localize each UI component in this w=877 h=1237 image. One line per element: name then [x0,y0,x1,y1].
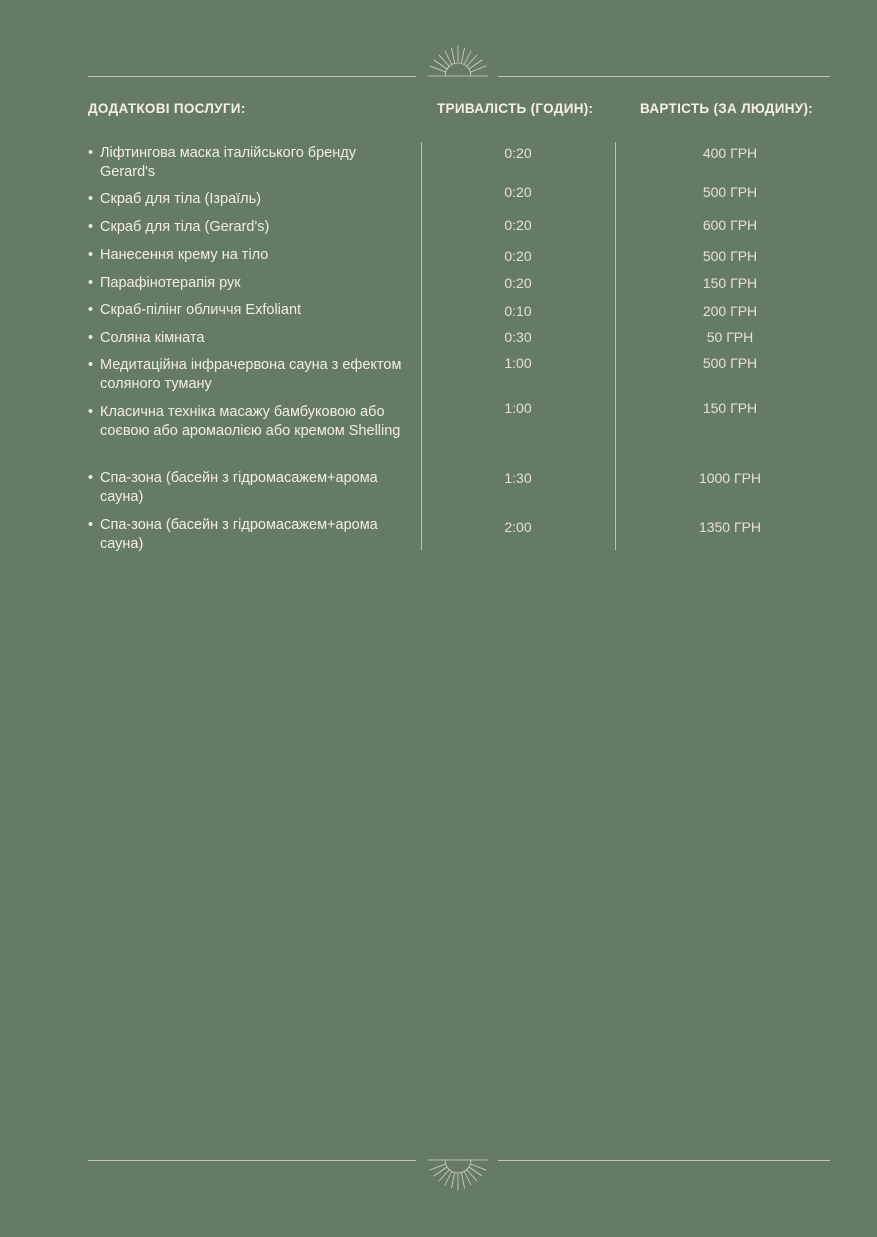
list-item-duration: 1:00 [504,355,532,371]
list-item-duration: 0:30 [504,329,532,345]
list-item-service: • Соляна кімната [88,330,205,346]
list-item-service: • Парафінотерапія рук [88,275,241,291]
column-separator-1 [421,142,422,550]
list-item-price: 500 ГРН [702,184,758,200]
list-item-price: 1000 ГРН [698,470,762,486]
list-item-service: • Медитаційна інфрачервона сауна з ефектом соляного туману [88,357,402,392]
list-item-price: 50 ГРН [706,329,754,345]
list-item-price: 150 ГРН [702,400,758,416]
list-item-service: • Скраб для тіла (Gerard's) [88,219,270,235]
price-column-header: ВАРТІСТЬ (ЗА ЛЮДИНУ): [640,101,814,116]
list-item-price: 500 ГРН [702,248,758,264]
list-item-duration: 0:20 [504,145,532,161]
list-item-duration: 1:30 [504,470,532,486]
duration-column-header: ТРИВАЛІСТЬ (ГОДИН): [437,101,594,116]
bottom-divider-left [88,1160,416,1161]
list-item-price: 150 ГРН [702,275,758,291]
list-item-duration: 0:20 [504,275,532,291]
list-item-duration: 2:00 [504,519,532,535]
list-item-price: 200 ГРН [702,303,758,319]
top-divider-left [88,76,416,77]
list-item-duration: 0:20 [504,217,532,233]
services-column-header: ДОДАТКОВІ ПОСЛУГИ: [88,101,246,116]
column-separator-2 [615,142,616,550]
list-item-service: • Нанесення крему на тіло [88,247,269,263]
list-item-price: 500 ГРН [702,355,758,371]
top-divider-right [498,76,830,77]
bottom-divider-right [498,1160,830,1161]
list-item-duration: 0:20 [504,248,532,264]
list-item-price: 1350 ГРН [698,519,762,535]
sunburst-icon [427,1159,489,1191]
list-item-duration: 1:00 [504,400,532,416]
list-item-duration: 0:20 [504,184,532,200]
list-item-service: • Класична техніка масажу бамбуковою або соєвою або аромаолією або кремом Shelling [88,404,401,439]
list-item-service: • Скраб-пілінг обличчя Exfoliant [88,302,302,318]
sunburst-icon [427,45,489,77]
list-item-price: 600 ГРН [702,217,758,233]
list-item-service: • Спа-зона (басейн з гідромасажем+арома сауна) [88,517,378,552]
list-item-price: 400 ГРН [702,145,758,161]
list-item-duration: 0:10 [504,303,532,319]
list-item-service: • Ліфтингова маска італійського бренду Gerard's [88,145,356,180]
list-item-service: • Скраб для тіла (Ізраїль) [88,191,262,207]
list-item-service: • Спа-зона (басейн з гідромасажем+арома сауна) [88,470,378,505]
